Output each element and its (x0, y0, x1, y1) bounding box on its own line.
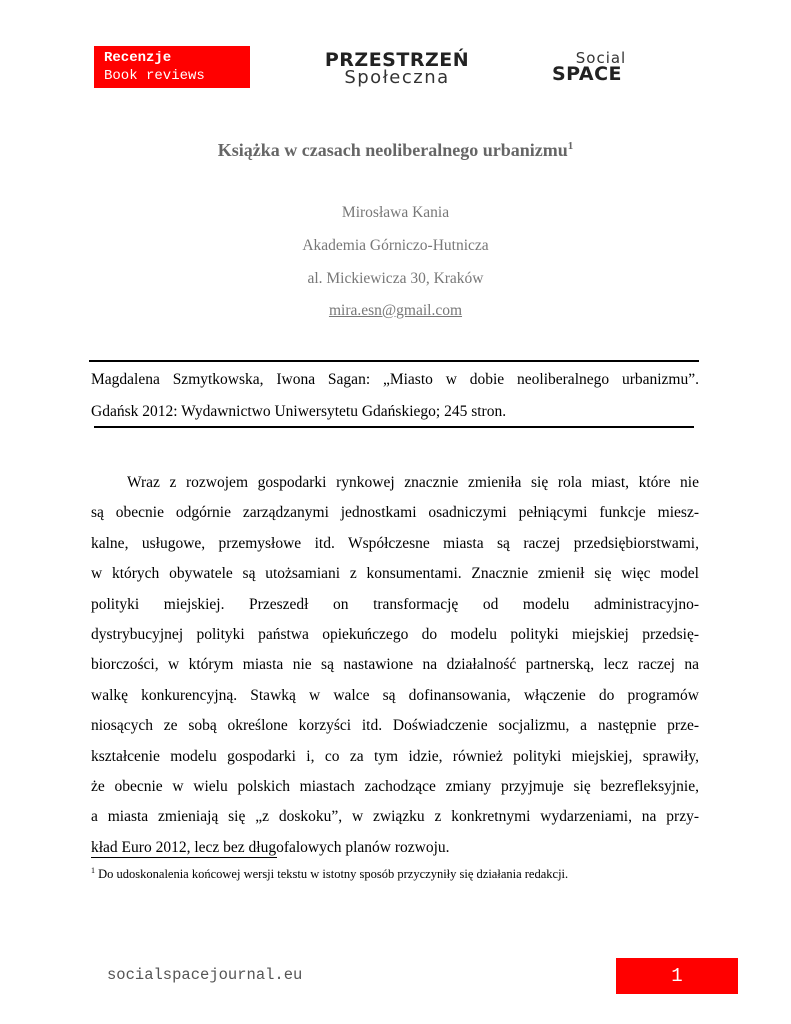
footnote-mark: 1 (91, 866, 95, 875)
footnote (91, 866, 568, 882)
logo-pl-line1: PRZESTRZEŃ (324, 49, 470, 71)
footnote-separator (91, 857, 277, 858)
journal-website: socialspacejournal.eu (107, 966, 303, 984)
body-paragraph (91, 468, 699, 863)
body-line: że obecnie w wielu polskich miastach zachodzące zmiany przyjmuje się bezrefleksyjnie, (91, 778, 699, 796)
reference-line-2: Gdańsk 2012: Wydawnictwo Uniwersytetu Gdańskiego; 245 stron. (91, 403, 507, 420)
title-footnote-mark: 1 (567, 140, 574, 152)
body-line: Wraz z rozwojem gospodarki rynkowej znacznie zmieniła się rola miast, które nie (127, 474, 699, 491)
body-line: a miasta zmieniają się „z doskoku”, w związku z konkretnymi wydarzeniami, na przy- (91, 808, 699, 826)
author-email-container (0, 302, 791, 320)
section-label-pl: Recenzje (104, 50, 172, 66)
logo-pl-line2: Społeczna (344, 67, 450, 88)
article-title-text: Książka w czasach neoliberalnego urbanizmu (217, 140, 568, 160)
journal-logo-english (537, 49, 637, 85)
article-title (0, 140, 791, 161)
logo-en-line1: Social (575, 49, 627, 67)
body-line: są obecnie odgórnie zarządzanymi jednostkami osadniczymi pełniącymi funkcje miesz- (91, 504, 699, 522)
logo-en-line2: SPACE (552, 63, 622, 85)
section-label-en: Book reviews (104, 68, 205, 84)
reference-top-rule (89, 360, 699, 362)
reference-bottom-rule (94, 426, 694, 428)
body-line: polityki miejskiej. Przeszedł on transformację od modelu administracyjno- (91, 595, 699, 613)
author-address: al. Mickiewicza 30, Kraków (307, 270, 484, 287)
body-line: kształcenie modelu gospodarki i, co za tym idzie, również polityki miejskiej, sprawiły, (91, 747, 699, 765)
author-affiliation: Akademia Górniczo-Hutnicza (302, 237, 489, 254)
book-reference (91, 364, 699, 428)
body-line: w których obywatele są utożsamiani z konsumentami. Znacznie zmienił się więc model (91, 565, 699, 583)
journal-logo-polish (312, 49, 482, 88)
reference-line-1: Magdalena Szmytkowska, Iwona Sagan: „Miasto w dobie neoliberalnego urbanizmu”. (91, 371, 699, 388)
body-line: niosących ze sobą określone korzyści itd. Doświadczenie socjalizmu, a następnie prze- (91, 717, 699, 735)
body-line: dystrybucyjnej polityki państwa opiekuńczego do modelu polityki miejskiej przedsię- (91, 626, 699, 644)
author-email-link[interactable]: mira.esn@gmail.com (328, 302, 463, 319)
section-label (94, 46, 250, 88)
body-line: kalne, usługowe, przemysłowe itd. Współczesne miasta są raczej przedsiębiorstwami, (91, 534, 699, 552)
body-line: walkę konkurencyjną. Stawką w walce są dofinansowania, włączenie do programów (91, 686, 699, 704)
author-name: Mirosława Kania (341, 204, 450, 221)
body-line: kład Euro 2012, lecz bez długofalowych planów rozwoju. (91, 838, 450, 856)
page-number: 1 (616, 958, 738, 994)
footnote-text: Do udoskonalenia końcowej wersji tekstu w istotny sposób przyczyniły się działania redakcji. (98, 867, 569, 882)
body-line: biorczości, w którym miasta nie są nastawione na działalność partnerską, lecz raczej na (91, 656, 699, 674)
